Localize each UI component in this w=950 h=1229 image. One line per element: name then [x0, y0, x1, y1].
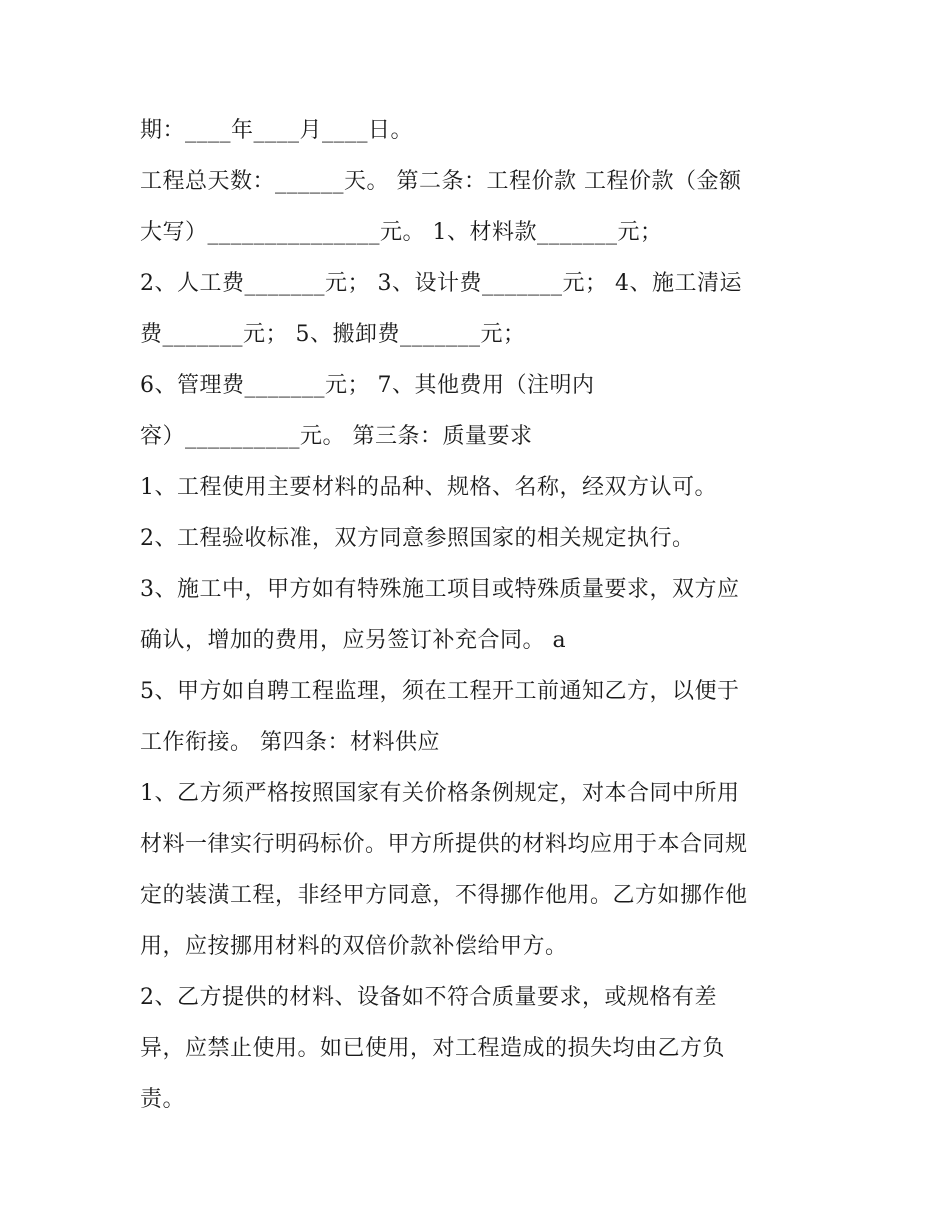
text-line: 1、工程使用主要材料的品种、规格、名称，经双方认可。	[140, 475, 717, 500]
text-line: 6、管理费_______元； 7、其他费用（注明内	[140, 373, 595, 398]
text-line: 责。	[140, 1087, 186, 1112]
text-line: 用，应按挪用材料的双倍价款补偿给甲方。	[140, 934, 568, 959]
text-line: 2、工程验收标准，双方同意参照国家的相关规定执行。	[140, 526, 695, 551]
text-line: 3、施工中，甲方如有特殊施工项目或特殊质量要求，双方应	[140, 577, 740, 602]
text-line: 定的装潢工程，非经甲方同意，不得挪作他用。乙方如挪作他	[140, 883, 748, 908]
document-page	[140, 105, 840, 1125]
text-line: 工程总天数：______天。 第二条：工程价款 工程价款（金额	[140, 169, 742, 194]
text-line: 期：____年____月____日。	[140, 118, 414, 143]
text-line: 1、乙方须严格按照国家有关价格条例规定，对本合同中所用	[140, 781, 740, 806]
text-line: 容）__________元。 第三条：质量要求	[140, 424, 533, 449]
text-line: 2、人工费_______元； 3、设计费_______元； 4、施工清运	[140, 271, 742, 296]
text-line: 大写）_______________元。 1、材料款_______元；	[140, 220, 663, 245]
text-line: 费_______元； 5、搬卸费_______元；	[140, 322, 526, 347]
text-line: 材料一律实行明码标价。甲方所提供的材料均应用于本合同规	[140, 832, 748, 857]
text-line: 2、乙方提供的材料、设备如不符合质量要求，或规格有差	[140, 985, 717, 1010]
text-line: 工作衔接。 第四条：材料供应	[140, 730, 440, 755]
text-line: 确认，增加的费用，应另签订补充合同。 a	[140, 628, 567, 653]
text-line: 5、甲方如自聘工程监理，须在工程开工前通知乙方，以便于	[140, 679, 740, 704]
text-line: 异，应禁止使用。如已使用，对工程造成的损失均由乙方负	[140, 1036, 726, 1061]
